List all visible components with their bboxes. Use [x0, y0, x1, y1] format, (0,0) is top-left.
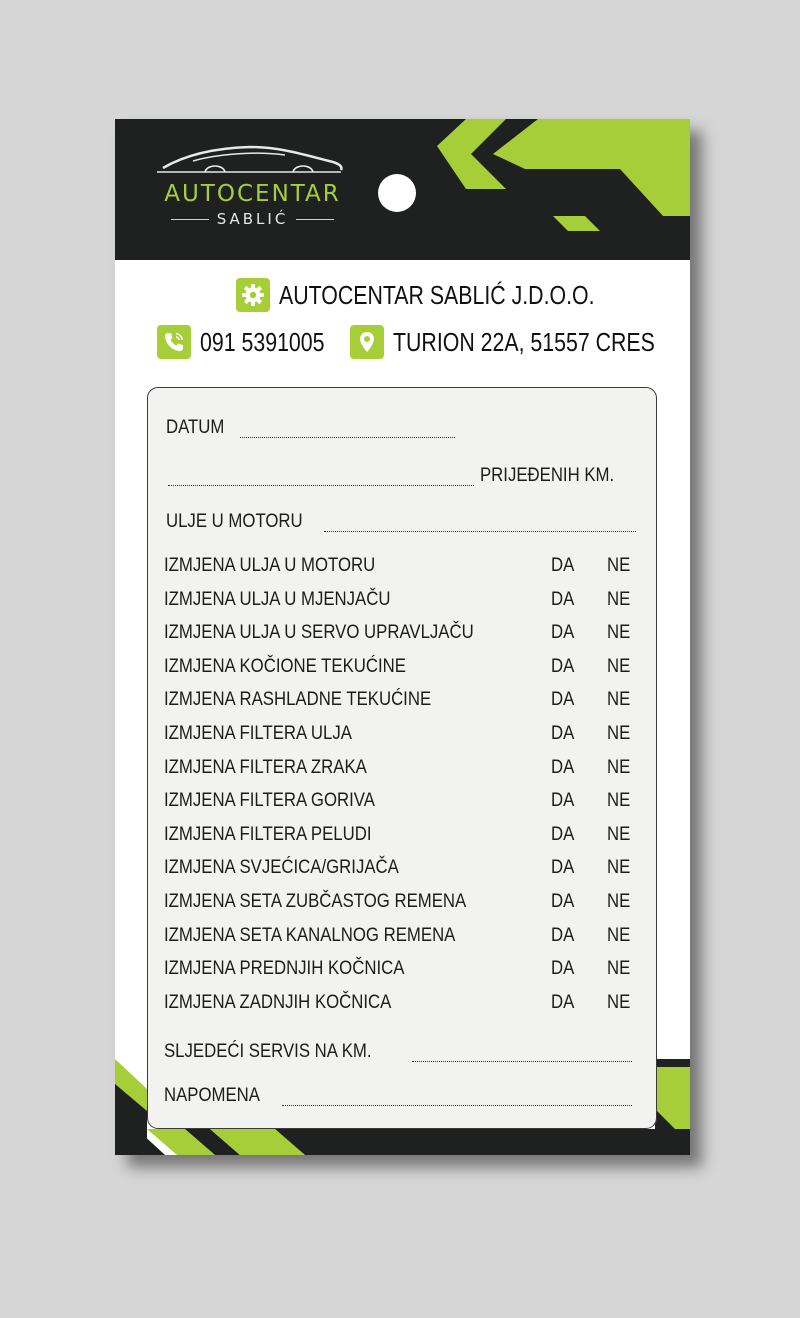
address: TURION 22A, 51557 CRES [393, 326, 655, 357]
yes-option[interactable]: DA [551, 923, 575, 946]
engine-oil-field[interactable] [166, 510, 638, 538]
service-row [164, 655, 640, 685]
no-option[interactable]: NE [607, 856, 631, 879]
yes-option[interactable]: DA [551, 856, 575, 879]
no-option[interactable]: NE [607, 587, 631, 610]
no-option[interactable]: NE [607, 722, 631, 744]
no-option[interactable]: NE [607, 990, 631, 1013]
contact-line [115, 323, 690, 361]
no-option[interactable]: NE [607, 957, 631, 980]
service-row [164, 588, 640, 618]
next-service-field[interactable] [164, 1040, 636, 1068]
card-header [115, 119, 690, 260]
date-line[interactable] [240, 437, 455, 438]
logo-subtitle [145, 210, 360, 228]
service-row [164, 856, 640, 886]
engine-oil-line[interactable] [324, 531, 636, 532]
yes-option[interactable]: DA [551, 722, 575, 744]
no-option[interactable]: NE [607, 554, 631, 576]
service-row [164, 722, 640, 752]
yes-option[interactable]: DA [551, 554, 575, 576]
engine-oil-label: ULJE U MOTORU [166, 510, 303, 532]
note-field[interactable] [164, 1084, 636, 1112]
service-label: IZMJENA ULJA U MOTORU [164, 554, 376, 576]
logo-subtitle-text: SABLIĆ [216, 210, 289, 228]
service-row [164, 688, 640, 718]
service-label: IZMJENA ULJA U SERVO UPRAVLJAČU [164, 621, 474, 644]
logo-title: AUTOCENTAR [164, 181, 341, 207]
service-label: IZMJENA ZADNJIH KOČNICA [164, 990, 392, 1013]
service-label: IZMJENA KOČIONE TEKUĆINE [164, 654, 406, 677]
service-row [164, 890, 640, 920]
gear-icon [236, 278, 270, 312]
service-row [164, 756, 640, 786]
service-label: IZMJENA FILTERA ULJA [164, 722, 352, 744]
logo-rule-right [296, 219, 334, 220]
yes-option[interactable]: DA [551, 990, 575, 1013]
service-label: IZMJENA ULJA U MJENJAČU [164, 587, 391, 610]
service-label: IZMJENA FILTERA ZRAKA [164, 755, 367, 778]
no-option[interactable]: NE [607, 688, 631, 711]
company-logo [145, 141, 360, 231]
yes-option[interactable]: DA [551, 789, 575, 812]
service-tag-card [115, 119, 690, 1155]
yes-option[interactable]: DA [551, 822, 575, 845]
next-service-line[interactable] [412, 1061, 632, 1062]
service-label: IZMJENA SETA KANALNOG REMENA [164, 923, 456, 946]
mileage-line[interactable] [168, 485, 474, 486]
no-option[interactable]: NE [607, 890, 631, 912]
yes-option[interactable]: DA [551, 890, 575, 912]
no-option[interactable]: NE [607, 789, 631, 812]
service-row [164, 991, 640, 1021]
yes-option[interactable]: DA [551, 957, 575, 980]
yes-option[interactable]: DA [551, 755, 575, 778]
date-field[interactable] [166, 416, 638, 444]
service-form [147, 387, 657, 1129]
service-label: IZMJENA RASHLADNE TEKUĆINE [164, 688, 432, 711]
note-line[interactable] [282, 1105, 632, 1106]
no-option[interactable]: NE [607, 755, 631, 778]
service-label: IZMJENA FILTERA PELUDI [164, 822, 372, 845]
service-row [164, 621, 640, 651]
service-label: IZMJENA PREDNJIH KOČNICA [164, 957, 405, 980]
service-label: IZMJENA FILTERA GORIVA [164, 789, 375, 812]
hang-hole [378, 174, 416, 212]
next-service-label: SLJEDEĆI SERVIS NA KM. [164, 1040, 372, 1062]
phone-icon [157, 325, 191, 359]
date-label: DATUM [166, 416, 225, 438]
logo-rule-left [171, 219, 209, 220]
yes-option[interactable]: DA [551, 654, 575, 677]
service-row [164, 823, 640, 853]
note-label: NAPOMENA [164, 1084, 260, 1106]
yes-option[interactable]: DA [551, 621, 575, 644]
yes-option[interactable]: DA [551, 688, 575, 711]
mileage-label: PRIJEĐENIH KM. [480, 464, 615, 486]
service-row [164, 924, 640, 954]
mileage-field[interactable] [166, 464, 638, 492]
car-silhouette-icon [155, 141, 345, 181]
location-pin-icon [350, 325, 384, 359]
service-row [164, 957, 640, 987]
phone-number: 091 5391005 [200, 326, 325, 357]
no-option[interactable]: NE [607, 923, 631, 946]
service-label: IZMJENA SVJEĆICA/GRIJAČA [164, 856, 399, 879]
no-option[interactable]: NE [607, 822, 631, 845]
yes-option[interactable]: DA [551, 587, 575, 610]
company-name: AUTOCENTAR SABLIĆ J.D.O.O. [279, 279, 595, 310]
no-option[interactable]: NE [607, 621, 631, 644]
service-row [164, 789, 640, 819]
service-row [164, 554, 640, 584]
no-option[interactable]: NE [607, 654, 631, 677]
company-line [115, 277, 690, 313]
service-label: IZMJENA SETA ZUBČASTOG REMENA [164, 890, 467, 912]
